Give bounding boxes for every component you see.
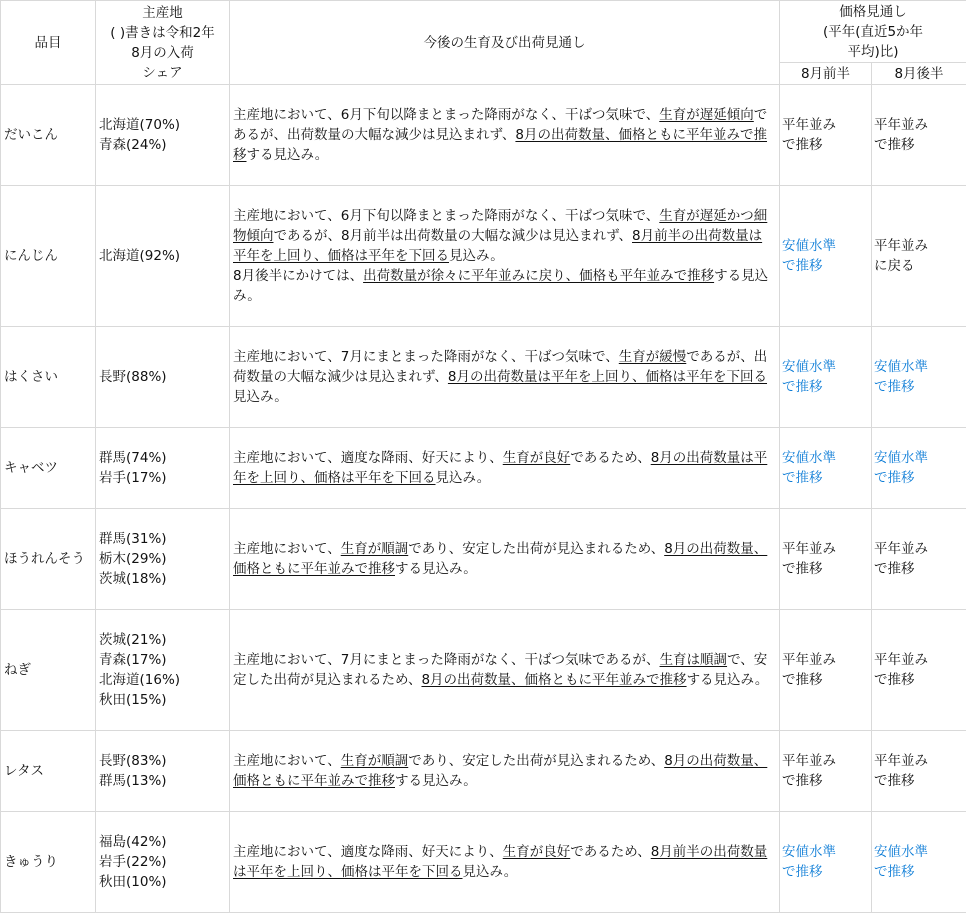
price-outlook-late [872, 327, 966, 428]
header-area-line: 8月の入荷 [131, 44, 194, 61]
area-share: 群馬(31%) [99, 531, 167, 547]
item-name: ほうれんそう [1, 509, 96, 610]
table-row [1, 327, 966, 428]
outlook-segment: 主産地において、6月下旬以降まとまった降雨がなく、干ばつ気味で、 [233, 208, 660, 224]
outlook-segment: する見込み。 [246, 147, 329, 163]
area-share: 岩手(22%) [99, 854, 167, 870]
outlook-key-point: 8月前半の出荷数量は平年を上回り、価格は平年を下回る [233, 844, 768, 880]
outlook-segment: する見込み。 [395, 561, 477, 577]
item-name: はくさい [1, 327, 96, 428]
outlook-segment: であり、安定した出荷が見込まれるため、 [408, 541, 665, 557]
item-name: ねぎ [1, 610, 96, 731]
price-outlook-early [780, 731, 872, 812]
header-price-line: 価格見通し [839, 3, 907, 20]
outlook-segment: で、安定した出荷が見込まれるため、 [233, 652, 768, 688]
header-area-line: シェア [142, 64, 183, 81]
outlook-segment: であるが、出荷数量の大幅な減少は見込まれず、 [233, 349, 768, 385]
outlook-text [230, 85, 780, 186]
outlook-segment: 見込み。 [462, 864, 518, 880]
price-outlook-late [872, 509, 966, 610]
outlook-segment: 主産地において、7月にまとまった降雨がなく、干ばつ気味であるが、 [233, 652, 660, 668]
table-row [1, 610, 966, 731]
outlook-key-point: 生育は順調 [659, 652, 728, 668]
price-outlook-line: 平年並み [782, 541, 836, 557]
price-outlook-late [872, 731, 966, 812]
header-price-early: 8月前半 [780, 63, 872, 85]
outlook-key-point: 生育が順調 [340, 541, 409, 557]
outlook-key-point: 8月の出荷数量は平年を上回り、価格は平年を下回る [447, 369, 768, 385]
price-outlook-late [872, 610, 966, 731]
price-outlook-late [872, 428, 966, 509]
area-share: 群馬(74%) [99, 450, 167, 466]
price-outlook-line: 平年並み [782, 117, 836, 133]
price-outlook-line: 安値水準 [874, 844, 928, 860]
price-outlook-line: 平年並み [782, 753, 836, 769]
outlook-key-point: 生育が良好 [502, 450, 571, 466]
outlook-segment: であるため、 [570, 450, 651, 466]
outlook-key-point: 生育が遅延かつ細物傾向 [233, 208, 768, 244]
price-outlook-early [780, 85, 872, 186]
outlook-segment: 主産地において、適度な降雨、好天により、 [233, 844, 503, 860]
table-row [1, 186, 966, 327]
price-outlook-line: で推移 [782, 258, 823, 274]
price-outlook-line: 平年並み [874, 541, 928, 557]
table-row [1, 85, 966, 186]
header-area-line: ( )書きは令和2年 [110, 24, 215, 41]
outlook-text [230, 509, 780, 610]
production-areas [96, 428, 230, 509]
price-outlook-late [872, 186, 966, 327]
area-share: 福島(42%) [99, 834, 167, 850]
item-name: きゅうり [1, 812, 96, 913]
area-share: 青森(24%) [99, 137, 167, 153]
area-share: 北海道(92%) [99, 248, 181, 264]
price-outlook-line: で推移 [874, 379, 915, 395]
table-row [1, 731, 966, 812]
price-outlook-line: で推移 [874, 137, 915, 153]
area-share: 長野(83%) [99, 753, 167, 769]
outlook-segment: であるが、8月前半は出荷数量の大幅な減少は見込まれず、 [273, 228, 633, 244]
outlook-key-point: 8月の出荷数量、価格ともに平年並みで推移 [233, 127, 768, 163]
price-outlook-line: に戻る [874, 258, 915, 274]
header-area [96, 1, 230, 85]
price-outlook-line: 安値水準 [782, 238, 836, 254]
outlook-segment: 主産地において、6月下旬以降まとまった降雨がなく、干ばつ気味で、 [233, 107, 660, 123]
area-share: 岩手(17%) [99, 470, 167, 486]
outlook-text [230, 428, 780, 509]
area-share: 北海道(16%) [99, 672, 181, 688]
header-item: 品目 [1, 1, 96, 85]
price-outlook-line: で推移 [782, 561, 823, 577]
price-outlook-early [780, 812, 872, 913]
price-outlook-line: 平年並み [874, 238, 928, 254]
header-price [780, 1, 966, 63]
outlook-segment: する見込み。 [686, 672, 769, 688]
header-price-line: (平年(直近5か年 [822, 23, 924, 40]
item-name: レタス [1, 731, 96, 812]
table-row [1, 428, 966, 509]
price-outlook-line: 安値水準 [874, 359, 928, 375]
price-outlook-line: 安値水準 [782, 359, 836, 375]
outlook-key-point: 8月の出荷数量、価格ともに平年並みで推移 [233, 753, 768, 789]
price-outlook-early [780, 428, 872, 509]
outlook-segment: であるが、出荷数量の大幅な減少は見込まれず、 [233, 107, 768, 143]
price-outlook-late [872, 812, 966, 913]
header-area-line: 主産地 [142, 4, 183, 21]
area-share: 北海道(70%) [99, 117, 181, 133]
outlook-segment: 主産地において、 [233, 541, 341, 557]
outlook-segment: 主産地において、7月にまとまった降雨がなく、干ばつ気味で、 [233, 349, 619, 365]
outlook-text [230, 186, 780, 327]
outlook-text [230, 731, 780, 812]
outlook-key-point: 生育が緩慢 [618, 349, 687, 365]
outlook-segment: 主産地において、 [233, 753, 341, 769]
price-outlook-early [780, 509, 872, 610]
outlook-text [230, 327, 780, 428]
area-share: 長野(88%) [99, 369, 167, 385]
production-areas [96, 327, 230, 428]
price-outlook-line: で推移 [874, 773, 915, 789]
outlook-segment: する見込み。 [395, 773, 477, 789]
production-areas [96, 186, 230, 327]
price-outlook-line: 平年並み [874, 753, 928, 769]
outlook-segment: 主産地において、適度な降雨、好天により、 [233, 450, 503, 466]
outlook-segment: であるため、 [570, 844, 651, 860]
header-price-late: 8月後半 [872, 63, 966, 85]
price-outlook-line: で推移 [782, 773, 823, 789]
area-share: 秋田(15%) [99, 692, 167, 708]
outlook-text [230, 610, 780, 731]
outlook-key-point: 生育が順調 [340, 753, 409, 769]
price-outlook-line: で推移 [874, 470, 915, 486]
item-name: だいこん [1, 85, 96, 186]
price-outlook-line: 平年並み [782, 652, 836, 668]
outlook-key-point: 8月前半の出荷数量は平年を上回り、価格は平年を下回る [233, 228, 763, 264]
price-outlook-early [780, 610, 872, 731]
price-outlook-line: 安値水準 [782, 450, 836, 466]
production-areas [96, 509, 230, 610]
area-share: 青森(17%) [99, 652, 167, 668]
outlook-key-point: 出荷数量が徐々に平年並みに戻り、価格も平年並みで推移 [363, 268, 715, 284]
production-areas [96, 610, 230, 731]
outlook-segment: 8月後半にかけては、 [233, 268, 364, 284]
price-outlook-line: で推移 [782, 379, 823, 395]
price-outlook-late [872, 85, 966, 186]
price-outlook-line: で推移 [782, 864, 823, 880]
price-outlook-line: で推移 [874, 672, 915, 688]
area-share: 茨城(21%) [99, 632, 167, 648]
price-outlook-line: で推移 [782, 672, 823, 688]
outlook-segment: 見込み。 [435, 470, 491, 486]
area-share: 群馬(13%) [99, 773, 167, 789]
price-outlook-line: 平年並み [874, 652, 928, 668]
production-areas [96, 731, 230, 812]
price-outlook-line: で推移 [874, 561, 915, 577]
outlook-key-point: 8月の出荷数量、価格ともに平年並みで推移 [421, 672, 687, 688]
production-areas [96, 812, 230, 913]
price-outlook-line: で推移 [782, 137, 823, 153]
outlook-key-point: 8月の出荷数量、価格ともに平年並みで推移 [233, 541, 768, 577]
outlook-text [230, 812, 780, 913]
area-share: 栃木(29%) [99, 551, 167, 567]
price-outlook-early [780, 186, 872, 327]
outlook-segment: 見込み。 [233, 389, 288, 405]
header-price-line: 平均)比) [847, 43, 899, 60]
price-outlook-early [780, 327, 872, 428]
outlook-key-point: 生育が遅延傾向 [659, 107, 754, 123]
area-share: 茨城(18%) [99, 571, 167, 587]
table-row [1, 812, 966, 913]
area-share: 秋田(10%) [99, 874, 167, 890]
table-body [1, 85, 966, 913]
outlook-segment: する見込み。 [233, 268, 769, 304]
outlook-key-point: 生育が良好 [502, 844, 571, 860]
outlook-segment: であり、安定した出荷が見込まれるため、 [408, 753, 665, 769]
item-name: キャベツ [1, 428, 96, 509]
outlook-segment: 見込み。 [449, 248, 504, 264]
item-name: にんじん [1, 186, 96, 327]
table-row [1, 509, 966, 610]
price-outlook-line: 安値水準 [874, 450, 928, 466]
price-outlook-line: で推移 [874, 864, 915, 880]
production-areas [96, 85, 230, 186]
outlook-key-point: 8月の出荷数量は平年を上回り、価格は平年を下回る [233, 450, 768, 486]
price-outlook-line: で推移 [782, 470, 823, 486]
price-outlook-line: 安値水準 [782, 844, 836, 860]
price-outlook-line: 平年並み [874, 117, 928, 133]
header-outlook: 今後の生育及び出荷見通し [230, 1, 780, 85]
